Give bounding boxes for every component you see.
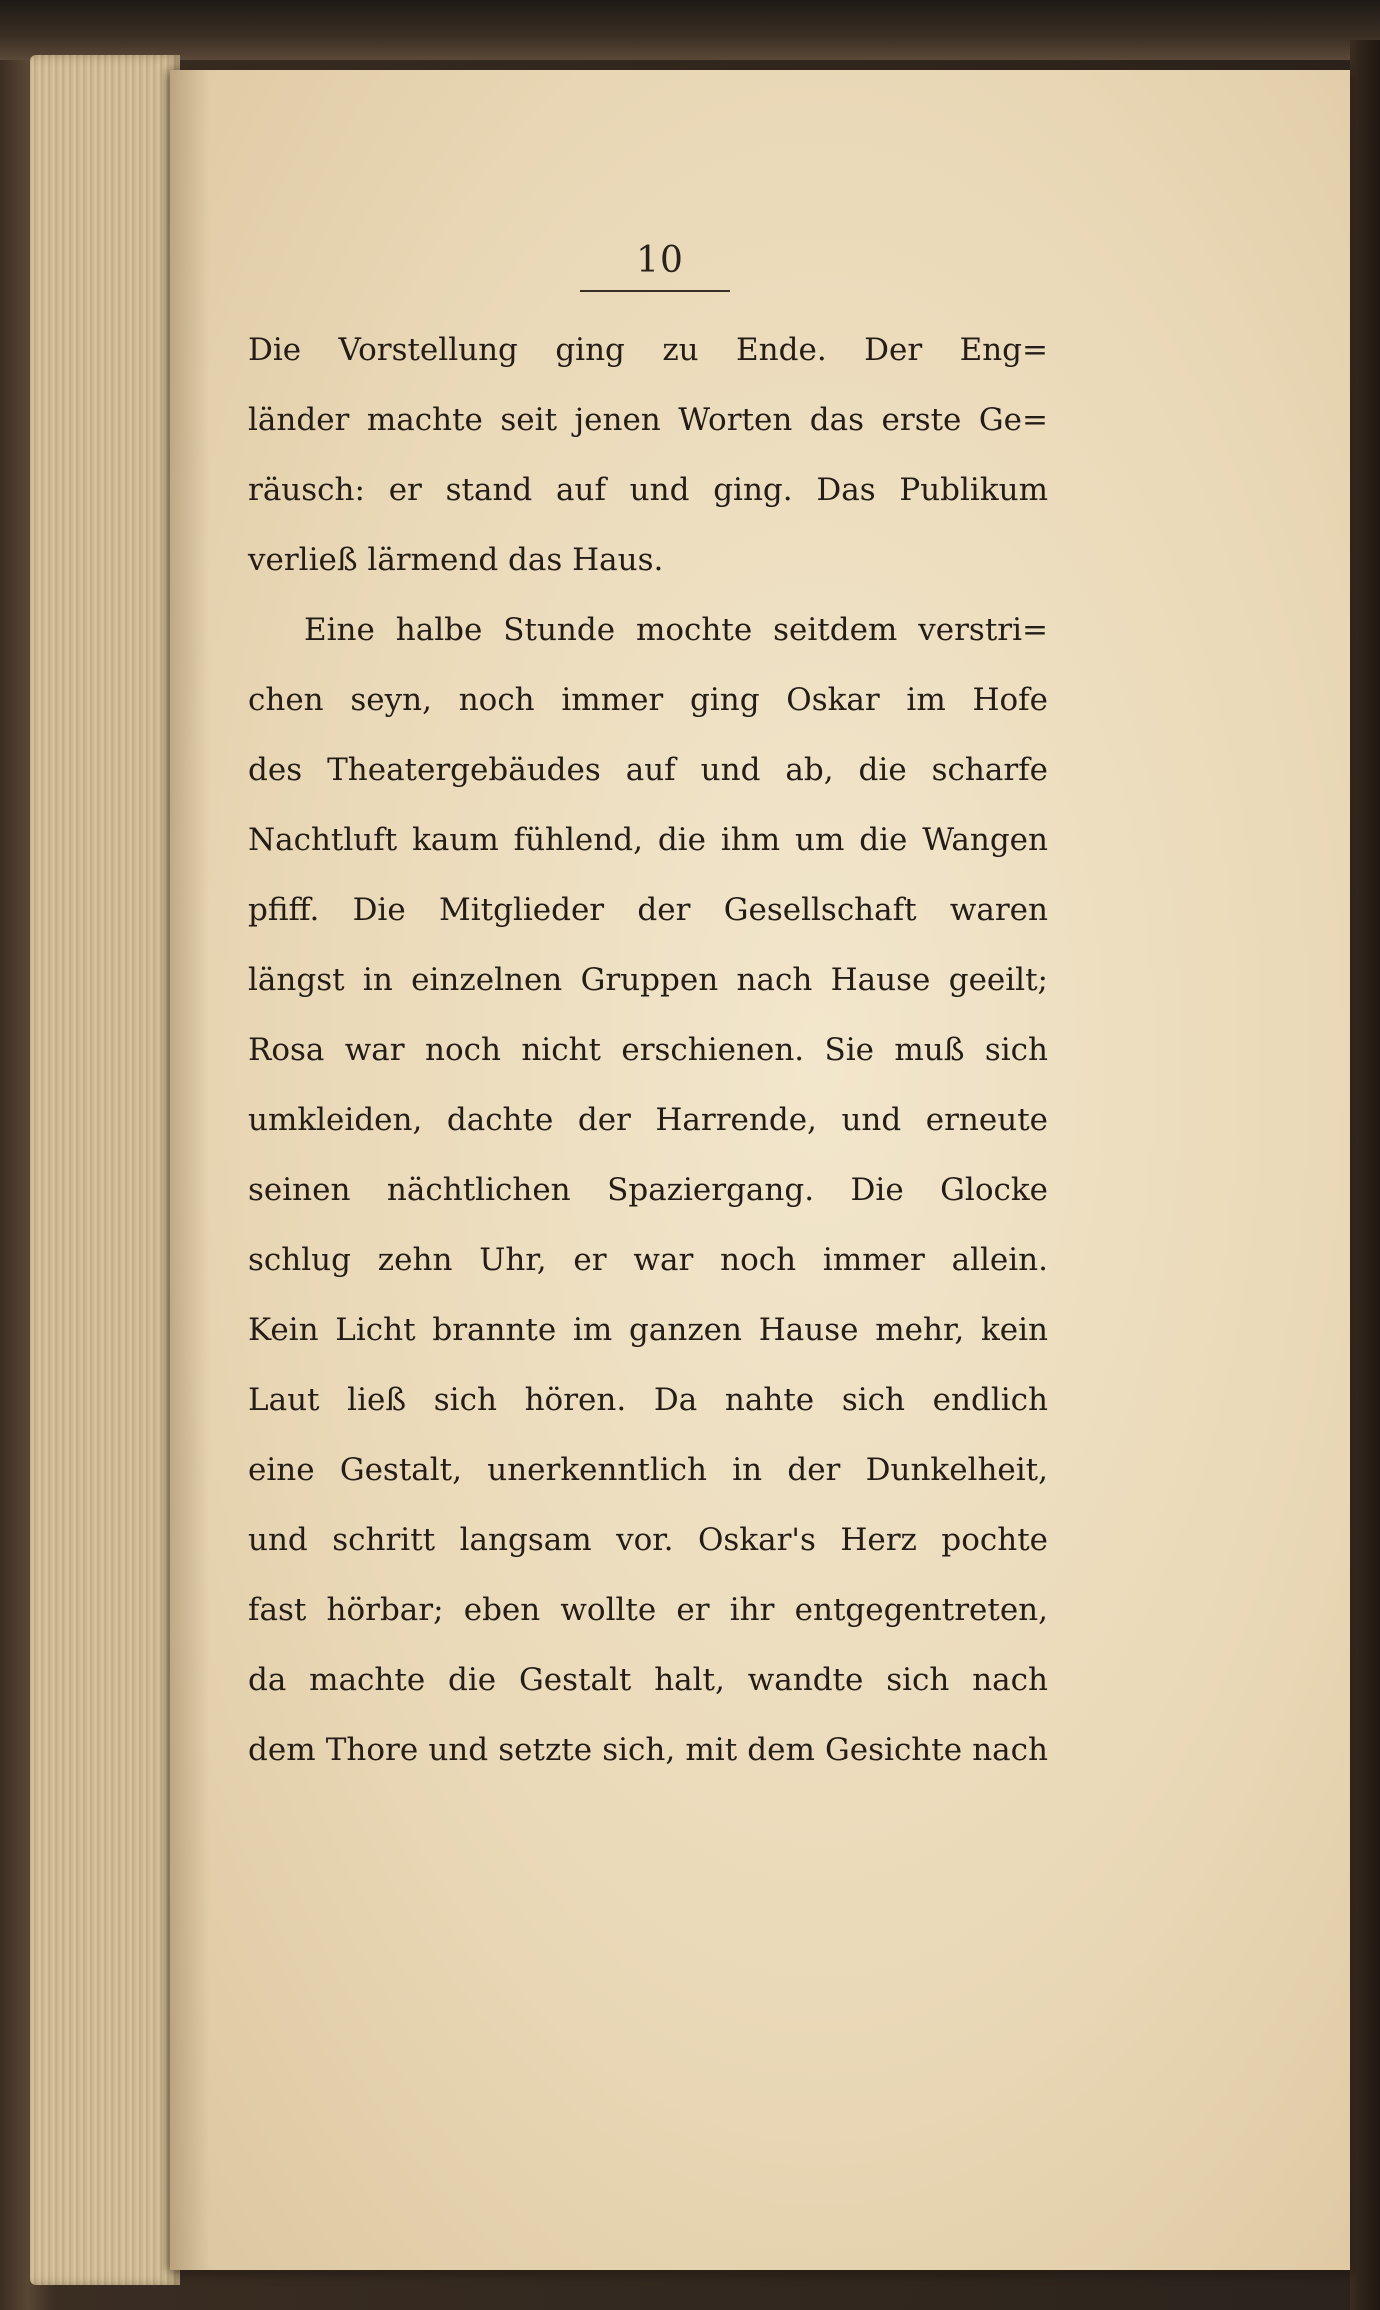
- text-line: Rosa war noch nicht erschienen. Sie muß sich: [248, 1032, 1048, 1068]
- page-number-rule: [580, 290, 730, 292]
- paragraph-1: [248, 315, 1048, 595]
- text-line: seinen nächtlichen Spaziergang. Die Glocke: [248, 1172, 1048, 1208]
- text-line: verließ lärmend das Haus.: [248, 542, 664, 578]
- text-line: Kein Licht brannte im ganzen Hause mehr, kein: [248, 1312, 1048, 1348]
- page-stack-edge: [30, 55, 180, 2285]
- text-line: dem Thore und setzte sich, mit dem Gesichte nach: [248, 1732, 1048, 1768]
- body-text: [248, 315, 1048, 1785]
- book-cover-right: [1350, 40, 1380, 2310]
- text-line: eine Gestalt, unerkenntlich in der Dunkelheit,: [248, 1452, 1048, 1488]
- text-line: längst in einzelnen Gruppen nach Hause geeilt;: [248, 962, 1048, 998]
- page-gutter-shadow: [170, 70, 210, 2270]
- text-line: fast hörbar; eben wollte er ihr entgegentreten,: [248, 1592, 1048, 1628]
- text-line: Eine halbe Stunde mochte seitdem verstri=: [304, 612, 1048, 648]
- text-line: räusch: er stand auf und ging. Das Publikum: [248, 472, 1048, 508]
- text-line: chen seyn, noch immer ging Oskar im Hofe: [248, 682, 1048, 718]
- text-line: umkleiden, dachte der Harrende, und erneute: [248, 1102, 1048, 1138]
- text-line: Die Vorstellung ging zu Ende. Der Eng=: [248, 332, 1048, 368]
- text-line: des Theatergebäudes auf und ab, die scharfe: [248, 752, 1048, 788]
- text-line: schlug zehn Uhr, er war noch immer allein.: [248, 1242, 1048, 1278]
- text-line: länder machte seit jenen Worten das erste Ge=: [248, 402, 1048, 438]
- text-line: und schritt langsam vor. Oskar's Herz pochte: [248, 1522, 1048, 1558]
- paragraph-2: [248, 595, 1048, 1785]
- text-line: Laut ließ sich hören. Da nahte sich endlich: [248, 1382, 1048, 1418]
- text-line: Nachtluft kaum fühlend, die ihm um die Wangen: [248, 822, 1048, 858]
- page-number: 10: [636, 240, 684, 281]
- text-line: da machte die Gestalt halt, wandte sich nach: [248, 1662, 1048, 1698]
- text-line: pfiff. Die Mitglieder der Gesellschaft waren: [248, 892, 1048, 928]
- book-cover-top: [0, 0, 1380, 60]
